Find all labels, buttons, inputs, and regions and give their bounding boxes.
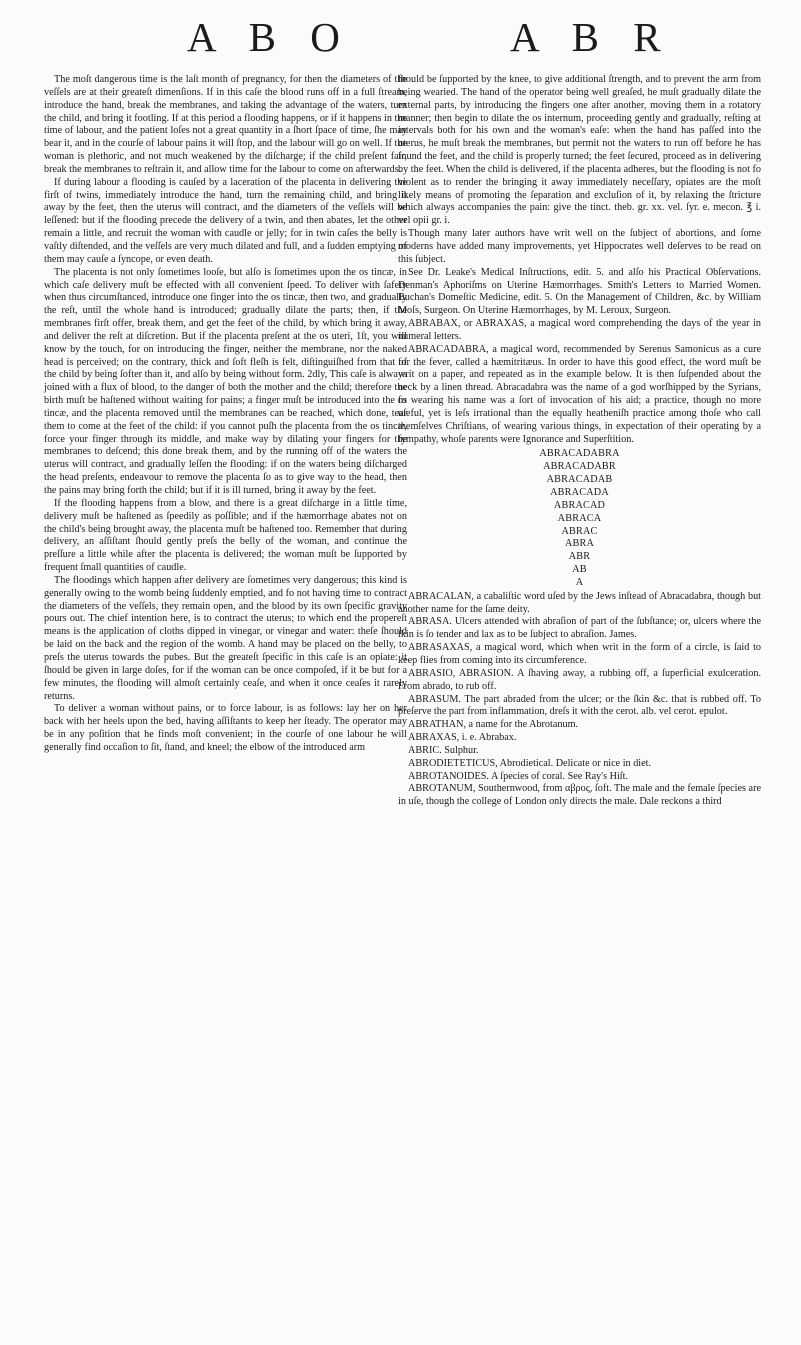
left-column-paragraph: The moſt dangerous time is the laſt month of pregnancy, for then the diameters of the veſſels are at their greateſt dimenſions. If in this caſe the blood runs off in a full ſtream, introduce the hand, break the membranes, and taking the advantage of the waters, turn the child, and bring it footling. If at this period a flooding happens, or if it happens in the time of labour, and the patient loſes not a great quantity in a ſhort ſpace of time, ſhe may bear it, and in the courſe of labour pains it will ſtop, and the labour will go on well. If the woman is plethoric, and not much weakened by the diſcharge; if the child preſent fair, break the membranes to reſtrain it, and allow time for the labour to come on afterwards. [44, 74, 407, 175]
right-column-paragraph: ABRASAXAS, a magical word, which when writ in the form of a circle, is ſaid to keep flies from coming into its circumference. [398, 642, 761, 666]
right-column-paragraph: ABRODIETETICUS, Abrodietical. Delicate or nice in diet. [408, 757, 652, 769]
left-column-paragraph: The placenta is not only ſometimes looſe, but alſo is ſometimes upon the os tincæ, in which caſe delivery muſt be effected with all convenient ſpeed. To deliver with ſafety when thus circumſtanced, introduce one finger into the os tincæ, then two, and gradually the reſt, until the whole hand is introduced; gradually dilate the parts; then, if the membranes firſt offer, break them, and get the feet of the child, by which bring it away, and deliver the reſt at diſcretion. But if the placenta preſent at the os uteri, 1ſt, you will know by the touch, for on introducing the finger, neither the membrane, nor the naked head is perceived; on the contrary, thick and ſoft fleſh is felt, diſtinguiſhed from that of the child by being ſofter than it, and alſo by being without form. 2dly, This caſe is always joined with a flux of blood, to the danger of both the mother and the child; therefore the birth muſt be haſtened without waiting for pains; a finger muſt be introduced into the os tincæ, and the placenta removed until the membranes can be reached, which done, tear them to come at the feet of the child: if you cannot puſh the placenta from the os tincæ, force your finger through its middle, and make way by dilating your fingers for the membranes to deſcend; this done break them, and by the running off of the waters the uterus will contract, and gradually leſſen the flooding: if on the waters being diſcharged the head preſents, endeavour to remove the placenta ſo as to give way to the head, then the pains may bring forth the child; but if it is ill turned, bring it away by the feet. [44, 266, 407, 496]
abracadabra-line: ABRACADAB [546, 474, 613, 486]
abracadabra-line: ABRACA [557, 512, 602, 524]
left-column-paragraph: If the flooding happens from a blow, and there is a great diſcharge in a little time, delivery muſt be haſtened as ſpeedily as poſſible; and if the hæmorrhage abates not on the child's being brought away, the placenta muſt be haſtened too. Remember that during delivery, an aſſiſtant ſhould gently preſs the belly of the woman, and continue the preſſure a little while after the placenta is delivered; the woman muſt be ſupported by frequent ſmall quantities of caudle. [44, 497, 407, 574]
right-column-paragraph: ABRACADABRA, a magical word, recommended by Serenus Samonicus as a cure for the fever, called a hæmitritæus. In order to have this good effect, the word muſt be writ on a paper, and repeated as in the example below. It is then ſuſpended about the neck by a linen thread. Abracadabra was the name of a god worſhipped by the Syrians, fo wearing his name was a ſort of invocation of his aid; a practice, though no more uſeful, yet is leſs irrational than the equally heatheniſh practice among thoſe who call themſelves Chriſtians, of wearing various things, in expectation of their operating by a ſympathy, whoſe parents were Ignorance and Superſtition. [398, 343, 761, 445]
right-column-paragraph: ABRASUM. The part abraded from the ulcer; or the ſkin &c. that is rubbed off. To preſerve the part from inflammation, dreſs it with the cerot. alb. vel cerot. epulot. [398, 693, 761, 718]
running-head-right: A B R [510, 14, 673, 60]
abracadabra-line: ABRA [564, 538, 595, 550]
running-head-left: A B O [187, 14, 352, 60]
right-column-paragraph: ABRACALAN, a cabaliſtic word uſed by the Jews inſtead of Abracadabra, though but another name for the ſame deity. [398, 590, 761, 615]
right-column-paragraph: ABRABAX, or ABRAXAS, a magical word comprehending the days of the year in numeral letters. [398, 318, 761, 342]
running-head [0, 8, 801, 66]
abracadabra-line: ABR [568, 551, 591, 563]
right-column-paragraph: ABRASIO, ABRASION. A ſhaving away, a rubbing off, a ſuperficial exulceration. From abrado, to rub off. [398, 667, 761, 692]
left-column-paragraph: The floodings which happen after delivery are ſometimes very dangerous; this kind is generally owing to the womb being ſuddenly emptied, and fo not having time to contract the diameters of the veſſels, they remain open, and the blood by its own ſpecific gravity pours out. The chief intention here, is to contract the uterus; to which end the propereſt means is the application of cloths dipped in vinegar, or vinegar and water: theſe ſhould be laid on the back and the region of the womb. A hand may be placed on the belly, to preſs the uterus towards the pubes. But the greateſt ſpecific in this caſe is an opiate: it ſhould be given in large doſes, for if the woman can be once compoſed, if it be but for a few minutes, the flooding will almoſt certainly ceaſe, and when it once ceaſes it rarely returns. [44, 574, 407, 702]
right-column-paragraph: ABROTANOIDES. A ſpecies of coral. See Ray's Hiſt. [408, 770, 629, 782]
left-column-paragraph: If during labour a flooding is cauſed by a laceration of the placenta in delivering the firſt of twins, immediately introduce the hand, turn the remaining child, and bring it away by the feet, then the uterus will contract, and the diameters of the veſſels will be leſſened: but if the flooding precede the delivery of a twin, and then abates, let the other remain a little, and recruit the woman with caudle or jelly; for in twin caſes the belly is vaſtly diſtended, and the veſſels are very much dilated and full, and a ſudden emptying of them may cauſe a ſyncope, or even death. [44, 176, 407, 265]
right-column-paragraph: ABRAXAS, i. e. Abrabax. [408, 732, 517, 744]
right-column [398, 74, 761, 809]
left-column [44, 74, 407, 755]
abracadabra-triangle [398, 448, 761, 589]
abracadabra-line: ABRACAD [553, 499, 606, 511]
right-column-paragraph: ABRATHAN, a name for the Abrotanum. [408, 719, 579, 731]
right-column-paragraph: See Dr. Leake's Medical Inſtructions, edit. 5. and alſo his Practical Obſervations. Denman's Aphoriſms on Uterine Hæmorrhages. Smith's Letters to Married Women. Buchan's Domeſtic Medicine, edit. 5. On the Management of Children, &c. by William Moſs, Surgeon. On Uterine Hæmorrhages, by M. Leroux, Surgeon. [398, 266, 761, 317]
abracadabra-line: AB [572, 564, 587, 576]
right-column-paragraph: ABRIC. Sulphur. [408, 744, 479, 756]
abracadabra-line: ABRACADA [550, 487, 609, 498]
abracadabra-line: ABRAC [561, 525, 598, 537]
abracadabra-line: A [575, 576, 584, 588]
right-column-paragraph: ſhould be ſupported by the knee, to give additional ſtrength, and to prevent the arm from being wearied. The hand of the operator being well greaſed, he muſt gradually dilate the external parts, by introducing the fingers one after another, moving them in a rotatory manner; then begin to dilate the os internum, proceeding gently and gradually, reſting at intervals both for his own and the woman's eaſe: when the hand has paſſed into the uterus, he muſt break the membranes, but permit not the waters to run off before he has found the feet, and the child is properly turned; the feet ſecured, proceed as in delivering by the feet. When the child is delivered, if the placenta adheres, but the flooding is not fo violent as to render the bringing it away immediately neceſſary, opiates are the moſt likely means of promoting the ſeparation and excluſion of it, by relaxing the ſtricture which always accompanies the pain: give the tinct. theb. gr. xx. vel. ſyr. e. mecon. ℥ i. vel opii gr. i. [398, 74, 761, 227]
abracadabra-line: ABRACADABRA [539, 448, 620, 460]
abracadabra-line: ABRACADABR [543, 461, 616, 473]
right-column-paragraph: Though many later authors have writ well on the ſubject of abortions, and ſome moderns have added many improvements, yet Hippocrates well deſerves to be read on this ſubject. [398, 228, 761, 265]
right-column-paragraph: ABROTANUM, Southernwood, from αβρος, ſoft. The male and the female ſpecies are in uſe, though the college of London only directs the male. Dale reckons a third [398, 783, 761, 808]
right-column-paragraph: ABRASA. Ulcers attended with abraſion of part of the ſubſtance; or, ulcers where the ſkin is ſo tender and lax as to be ſubject to abraſion. James. [398, 616, 761, 641]
right-column-lower-text [398, 591, 761, 809]
right-column-upper-text [398, 74, 761, 446]
left-column-paragraph: To deliver a woman without pains, or to force labour, is as follows: lay her on her back with her heels upon the bed, having aſſiſtants to keep her ſteady. The operator may be in any poſition that he finds moſt convenient; in the courſe of one labour he will generally find occaſion to ſit, ſtand, and kneel; the elbow of the introduced arm [44, 703, 407, 753]
